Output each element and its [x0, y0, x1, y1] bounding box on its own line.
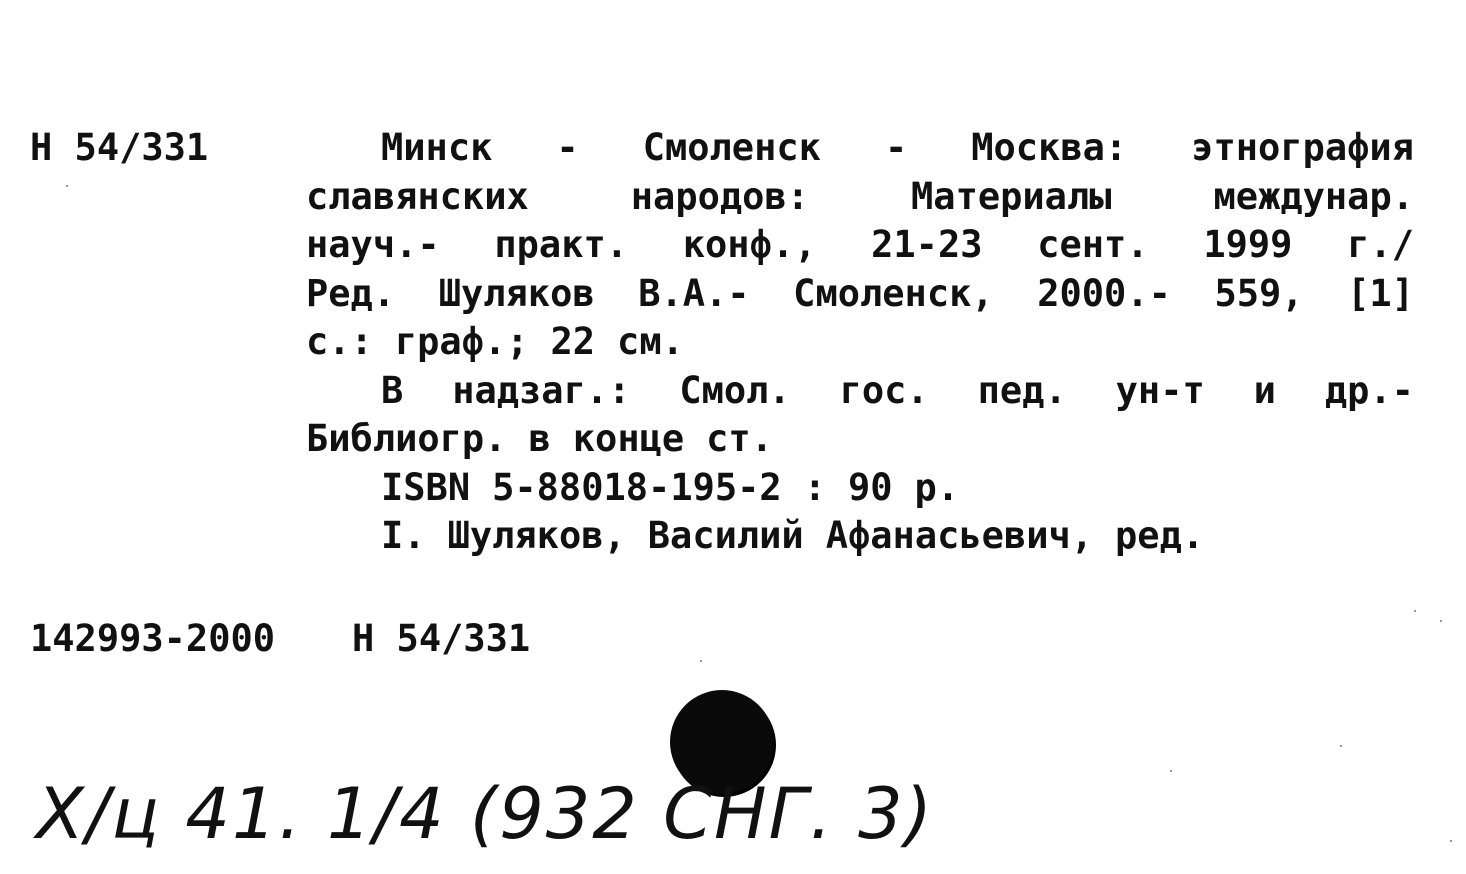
description-word: в: [528, 417, 551, 460]
description-word: практ.: [494, 223, 629, 266]
handwritten-classification-text: Х/ц 41. 1/4 (932 СНГ. 3): [36, 773, 934, 855]
speck: [1440, 620, 1442, 622]
description-word: междунар.: [1213, 174, 1414, 218]
description-word: и: [1253, 368, 1276, 412]
description-line: [306, 318, 1414, 367]
description-word: Смоленск: [642, 126, 821, 169]
description-word: Смоленск,: [793, 271, 994, 315]
description-word: ISBN: [381, 465, 471, 509]
description-word: с.:: [306, 320, 373, 363]
description-word: I.: [381, 514, 426, 557]
description-word: -: [884, 126, 908, 169]
speck: [1170, 770, 1172, 772]
description-word: 1999: [1203, 223, 1293, 266]
shelf-mark: Н 54/331: [30, 126, 209, 169]
description-word: ст.: [706, 417, 773, 460]
description-line: [306, 415, 1414, 464]
description-word: конф.,: [682, 223, 817, 266]
speck: [700, 660, 702, 662]
description-word: 2000.-: [1037, 271, 1171, 315]
description-line: [306, 124, 1414, 173]
description-word: 90: [847, 465, 893, 509]
description-word: ун-т: [1115, 368, 1205, 412]
description-word: Шуляков: [438, 271, 595, 315]
description-word: см.: [617, 320, 684, 363]
description-line: [306, 367, 1414, 416]
description-word: :: [803, 465, 826, 509]
description-word: этнография: [1191, 126, 1414, 169]
description-word: -: [556, 126, 579, 169]
description-word: Минск: [381, 126, 493, 169]
description-word: Афанасьевич,: [825, 514, 1094, 557]
description-word: пед.: [977, 368, 1067, 412]
description-line: [306, 464, 1414, 513]
speck: [66, 185, 68, 187]
description-word: Библиогр.: [306, 417, 507, 460]
description-word: граф.;: [394, 320, 529, 363]
description-word: Ред.: [306, 271, 396, 315]
handwritten-classification: [36, 760, 934, 874]
description-word: 21-23: [871, 223, 983, 266]
speck: [1450, 840, 1452, 842]
description-word: конце: [572, 417, 685, 460]
bibliographic-description: [306, 124, 1414, 561]
description-word: Шуляков,: [447, 514, 626, 557]
description-word: ред.: [1115, 514, 1205, 557]
description-word: надзаг.:: [452, 368, 631, 412]
speck: [1340, 745, 1342, 747]
description-line: [306, 173, 1414, 222]
description-word: славянских: [306, 174, 529, 218]
description-word: народов:: [630, 174, 809, 218]
description-word: [1]: [1347, 271, 1414, 315]
description-word: сент.: [1037, 223, 1149, 266]
description-word: г./: [1347, 223, 1414, 266]
description-word: В: [381, 368, 404, 412]
description-word: 5-88018-195-2: [492, 465, 782, 509]
description-word: науч.-: [306, 223, 440, 266]
description-word: гос.: [839, 368, 929, 412]
speck: [1414, 610, 1416, 612]
description-word: др.-: [1324, 368, 1414, 412]
description-word: Василий: [647, 514, 804, 557]
description-line: [306, 270, 1414, 319]
description-word: 22: [550, 320, 596, 363]
description-word: Материалы: [911, 174, 1112, 218]
description-line: [306, 512, 1414, 561]
description-word: В.А.-: [638, 271, 750, 315]
accession-number: 142993-2000: [30, 617, 276, 660]
description-word: Смол.: [679, 368, 791, 412]
description-word: Москва:: [971, 126, 1128, 169]
description-word: р.: [914, 465, 960, 509]
description-line: [306, 221, 1414, 270]
accession-shelf-mark: Н 54/331: [352, 617, 531, 660]
description-word: 559,: [1214, 271, 1304, 315]
